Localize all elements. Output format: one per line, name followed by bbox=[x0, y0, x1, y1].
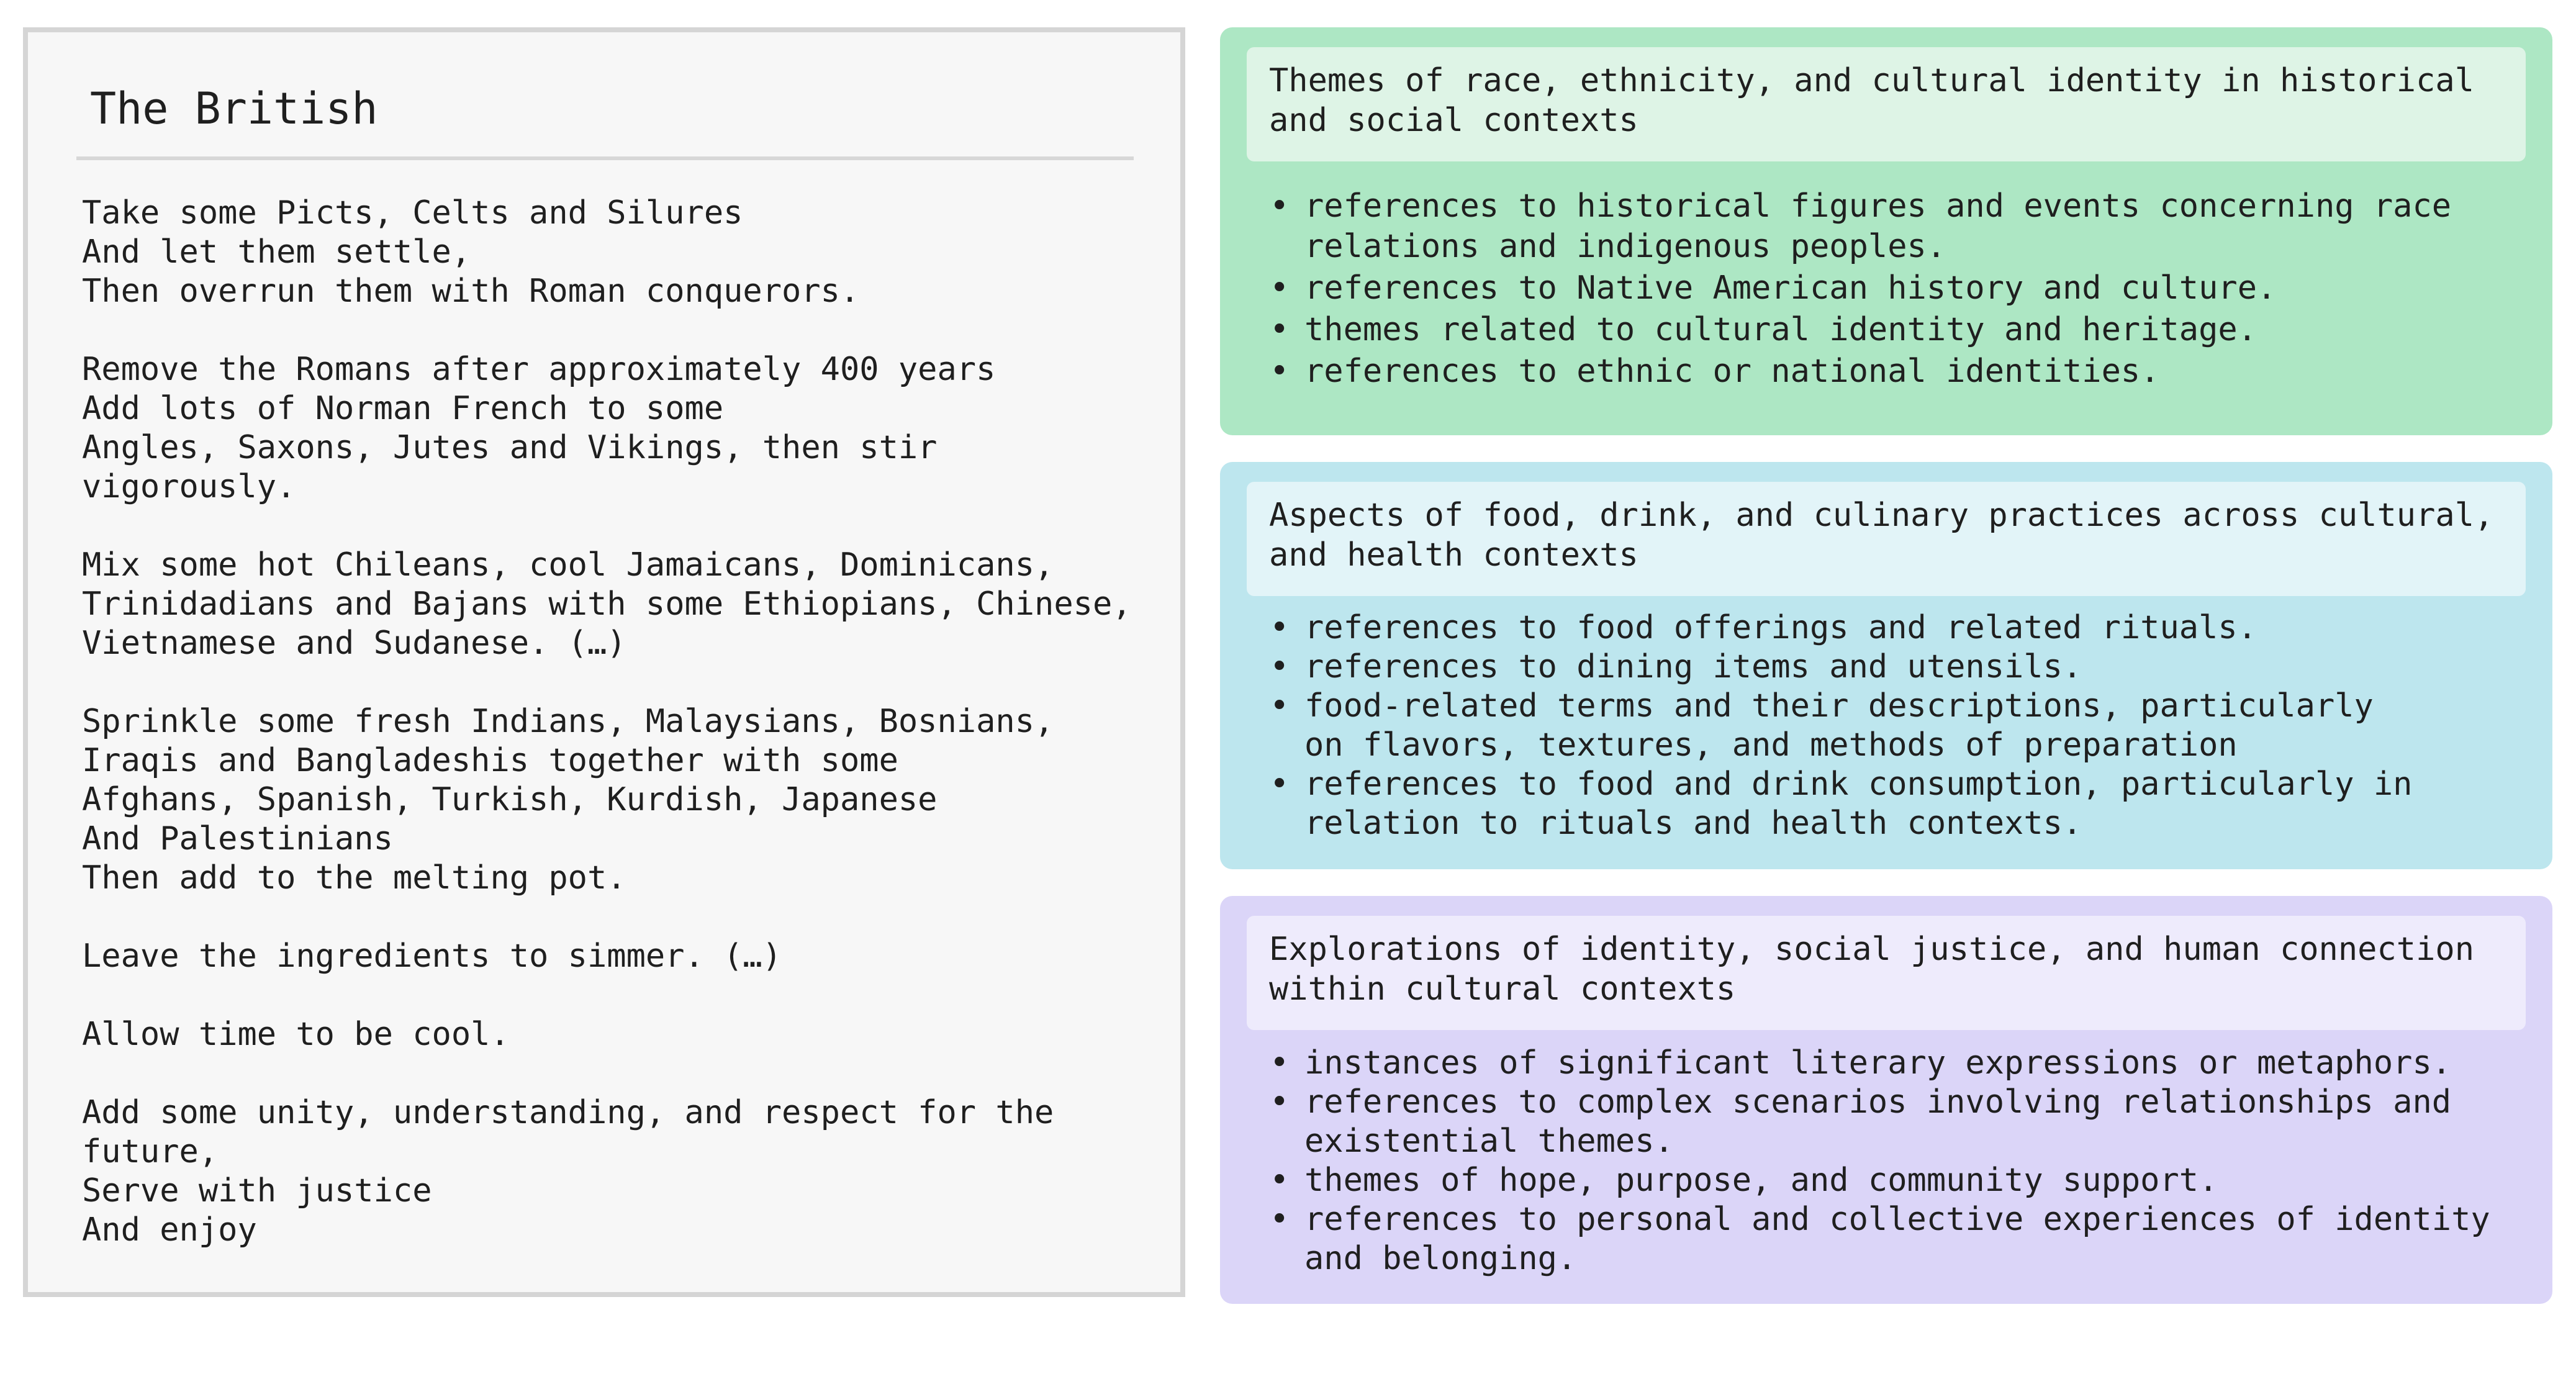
theme-list-item-text: references to complex scenarios involving relationships and existential themes. bbox=[1304, 1083, 2452, 1160]
poem-stanza bbox=[82, 1015, 1162, 1054]
theme-card-heading: Explorations of identity, social justice, and human connection within cultural contexts bbox=[1269, 931, 2475, 1008]
theme-list-item-text: references to historical figures and events concerning race relations and indigenous peoples. bbox=[1304, 188, 2452, 265]
theme-card-list bbox=[1270, 608, 2412, 843]
bullet-icon: • bbox=[1270, 609, 1290, 646]
poem-line: Angles, Saxons, Jutes and Vikings, then stir bbox=[82, 429, 938, 466]
bullet-icon: • bbox=[1270, 311, 1290, 348]
poem-line: Mix some hot Chileans, cool Jamaicans, Dominicans, bbox=[82, 546, 1054, 584]
theme-list-item-text: references to ethnic or national identities. bbox=[1304, 353, 2160, 390]
theme-list-item bbox=[1270, 648, 2412, 687]
poem-body bbox=[82, 194, 1162, 1289]
theme-list-item-text: references to dining items and utensils. bbox=[1304, 648, 2082, 685]
theme-list-item-text: themes of hope, purpose, and community support. bbox=[1304, 1162, 2218, 1199]
poem-line: Allow time to be cool. bbox=[82, 1016, 510, 1053]
theme-list-item bbox=[1270, 186, 2451, 267]
poem-stanza bbox=[82, 194, 1162, 311]
theme-list-item bbox=[1270, 310, 2451, 350]
poem-line: Remove the Romans after approximately 400 years bbox=[82, 351, 996, 388]
theme-list-item-text: food-related terms and their descriptions, particularly on flavors, textures, and methods of preparation bbox=[1304, 687, 2374, 764]
poem-line: Trinidadians and Bajans with some Ethiopians, Chinese, bbox=[82, 585, 1132, 623]
theme-card-food-culinary bbox=[1220, 462, 2552, 869]
theme-list-item-text: instances of significant literary expressions or metaphors. bbox=[1304, 1044, 2452, 1082]
theme-list-item-text: references to personal and collective experiences of identity and belonging. bbox=[1304, 1201, 2490, 1277]
poem-line: future, bbox=[82, 1133, 219, 1170]
theme-list-item bbox=[1270, 1083, 2490, 1161]
poem-line: Leave the ingredients to simmer. (…) bbox=[82, 938, 782, 975]
theme-list-item-text: references to Native American history and culture. bbox=[1304, 269, 2277, 307]
theme-list-item bbox=[1270, 1044, 2490, 1083]
theme-card-list bbox=[1270, 186, 2451, 393]
poem-line: Add some unity, understanding, and respect for the bbox=[82, 1094, 1054, 1131]
poem-panel bbox=[23, 27, 1185, 1297]
theme-card-heading-box bbox=[1247, 482, 2526, 596]
theme-list-item bbox=[1270, 1200, 2490, 1278]
bullet-icon: • bbox=[1270, 188, 1290, 225]
theme-card-heading: Themes of race, ethnicity, and cultural identity in historical and social contexts bbox=[1269, 62, 2475, 139]
poem-title: The British bbox=[90, 83, 378, 134]
poem-line: Iraqis and Bangladeshis together with some bbox=[82, 742, 898, 779]
bullet-icon: • bbox=[1270, 648, 1290, 685]
poem-line: Afghans, Spanish, Turkish, Kurdish, Japanese bbox=[82, 781, 938, 818]
theme-card-race-identity bbox=[1220, 27, 2552, 435]
bullet-icon: • bbox=[1270, 353, 1290, 390]
theme-card-list bbox=[1270, 1044, 2490, 1278]
theme-card-heading: Aspects of food, drink, and culinary practices across cultural, and health contexts bbox=[1269, 497, 2494, 574]
poem-line: Serve with justice bbox=[82, 1172, 432, 1209]
theme-list-item-text: references to food and drink consumption, particularly in relation to rituals and health contexts. bbox=[1304, 766, 2413, 842]
bullet-icon: • bbox=[1270, 766, 1290, 803]
poem-stanza bbox=[82, 937, 1162, 976]
bullet-icon: • bbox=[1270, 687, 1290, 725]
poem-stanza bbox=[82, 546, 1162, 663]
theme-list-item bbox=[1270, 765, 2412, 843]
poem-line: Then add to the melting pot. bbox=[82, 859, 626, 897]
theme-list-item bbox=[1270, 687, 2412, 765]
theme-list-item bbox=[1270, 1161, 2490, 1200]
poem-line: And Palestinians bbox=[82, 820, 393, 857]
theme-card-heading-box bbox=[1247, 916, 2526, 1030]
bullet-icon: • bbox=[1270, 1162, 1290, 1199]
poem-line: Sprinkle some fresh Indians, Malaysians, Bosnians, bbox=[82, 703, 1054, 740]
poem-line: And enjoy bbox=[82, 1211, 257, 1249]
theme-list-item bbox=[1270, 608, 2412, 648]
theme-list-item-text: themes related to cultural identity and heritage. bbox=[1304, 311, 2257, 348]
poem-line: Then overrun them with Roman conquerors. bbox=[82, 273, 860, 310]
theme-card-heading-box bbox=[1247, 47, 2526, 161]
poem-line: And let them settle, bbox=[82, 233, 471, 271]
poem-line: Add lots of Norman French to some bbox=[82, 390, 724, 427]
poem-line: Vietnamese and Sudanese. (…) bbox=[82, 625, 626, 662]
theme-list-item bbox=[1270, 268, 2451, 309]
poem-stanza bbox=[82, 350, 1162, 507]
theme-list-item bbox=[1270, 351, 2451, 392]
poem-stanza bbox=[82, 702, 1162, 898]
poem-line: Take some Picts, Celts and Silures bbox=[82, 194, 743, 232]
bullet-icon: • bbox=[1270, 269, 1290, 307]
theme-list-item-text: references to food offerings and related rituals. bbox=[1304, 609, 2257, 646]
bullet-icon: • bbox=[1270, 1201, 1290, 1238]
poem-line: vigorously. bbox=[82, 468, 296, 505]
poem-stanza bbox=[82, 1093, 1162, 1250]
bullet-icon: • bbox=[1270, 1083, 1290, 1121]
title-divider bbox=[76, 156, 1134, 160]
theme-card-identity-justice bbox=[1220, 896, 2552, 1304]
bullet-icon: • bbox=[1270, 1044, 1290, 1082]
